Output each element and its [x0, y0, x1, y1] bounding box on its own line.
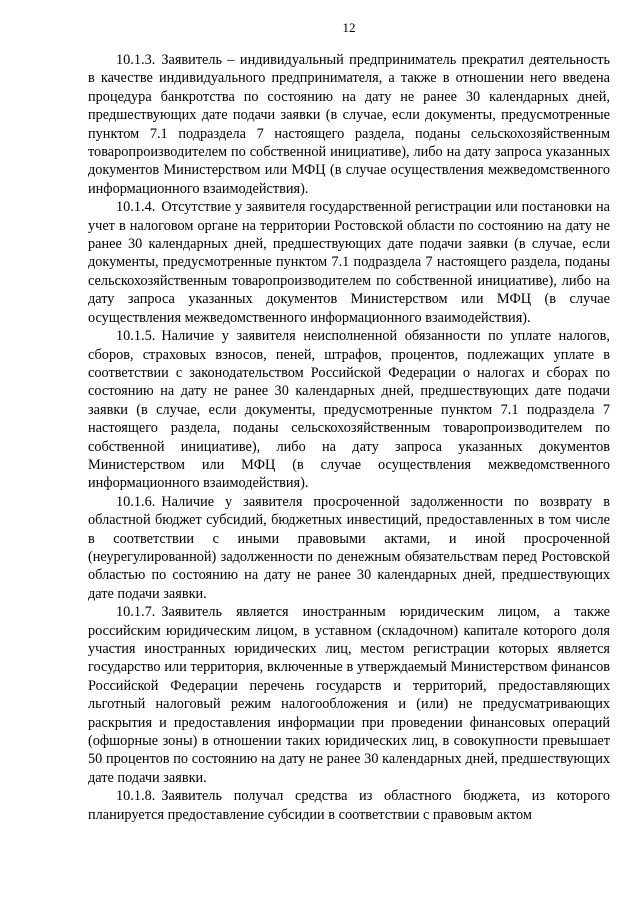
- paragraph-10-1-7: [88, 603, 610, 787]
- paragraph-text: Наличие у заявителя просроченной задолженности по возврату в областной бюджет субсидий, бюджетных инвестиций, предоставленных в том числе в соответствии с иными правовыми актами, и иной просроченной (неурегулированной) задолженности по денежным обязательствам перед Ростовской областью по состоянию на дату не ранее 30 календарных дней, предшествующих дате подачи заявки.: [88, 493, 610, 602]
- paragraph-number: 10.1.5.: [116, 328, 156, 345]
- paragraph-text: Заявитель – индивидуальный предприниматель прекратил деятельность в качестве индивидуального предпринимателя, а также в отношении него введена процедура банкротства по состоянию на дату не ранее 30 календарных дней, предшествующих дате подачи заявки (в случае, если документы, предусмотренные пунктом 7.1 подраздела 7 настоящего раздела, поданы сельскохозяйственным товаропроизводителем по собственной инициативе), либо на дату запроса указанных документов Министерством или МФЦ (в случае осуществления межведомственного информационного взаимодействия).: [88, 52, 610, 197]
- paragraph-number: 10.1.7.: [116, 604, 156, 621]
- paragraph-text: Заявитель является иностранным юридическим лицом, а также российским юридическим лицом, в уставном (складочном) капитале которого доля участия иностранных юридических лиц, местом регистрации которых является государство или территория, включенные в утверждаемый Министерством финансов Российской Федерации перечень государств и территорий, предоставляющих льготный налоговый режим налогообложения и (или) не предусматривающих раскрытия и предоставления информации при проведении финансовых операций (офшорные зоны) в отношении таких юридических лиц, в совокупности превышает 50 процентов по состоянию на дату не ранее 30 календарных дней, предшествующих дате подачи заявки.: [88, 604, 610, 786]
- paragraph-number: 10.1.6.: [116, 493, 156, 510]
- paragraph-text: Заявитель получал средства из областного бюджета, из которого планируется предоставление субсидии в соответствии с правовым актом: [88, 788, 610, 823]
- paragraph-10-1-4: [88, 198, 610, 327]
- page-number: 12: [342, 20, 356, 35]
- paragraph-number: 10.1.4.: [116, 199, 156, 216]
- paragraph-number: 10.1.3.: [116, 52, 156, 68]
- paragraph-10-1-3: [88, 51, 610, 198]
- paragraph-text: Отсутствие у заявителя государственной регистрации или постановки на учет в налоговом органе на территории Ростовской области по состоянию на дату не ранее 30 календарных дней, предшествующих дате подачи заявки (в случае, если документы, предусмотренные пунктом 7.1 подраздела 7 настоящего раздела, поданы сельскохозяйственным товаропроизводителем по собственной инициативе), либо на дату запроса указанных документов Министерством или МФЦ (в случае осуществления межведомственного информационного взаимодействия).: [88, 199, 610, 326]
- paragraph-10-1-8: [88, 787, 610, 824]
- paragraph-10-1-6: [88, 493, 610, 603]
- paragraph-10-1-5: [88, 327, 610, 493]
- paragraph-number: 10.1.8.: [116, 788, 156, 805]
- paragraph-text: Наличие у заявителя неисполненной обязанности по уплате налогов, сборов, страховых взносов, пеней, штрафов, процентов, подлежащих уплате в соответствии с законодательством Российской Федерации о налогах и сборах по состоянию на дату не ранее 30 календарных дней, предшествующих дате подачи заявки (в случае, если документы, предусмотренные пунктом 7.1 подраздела 7 настоящего раздела, поданы сельскохозяйственным товаропроизводителем по собственной инициативе), либо на дату запроса указанных документов Министерством или МФЦ (в случае осуществления межведомственного информационного взаимодействия).: [88, 328, 610, 492]
